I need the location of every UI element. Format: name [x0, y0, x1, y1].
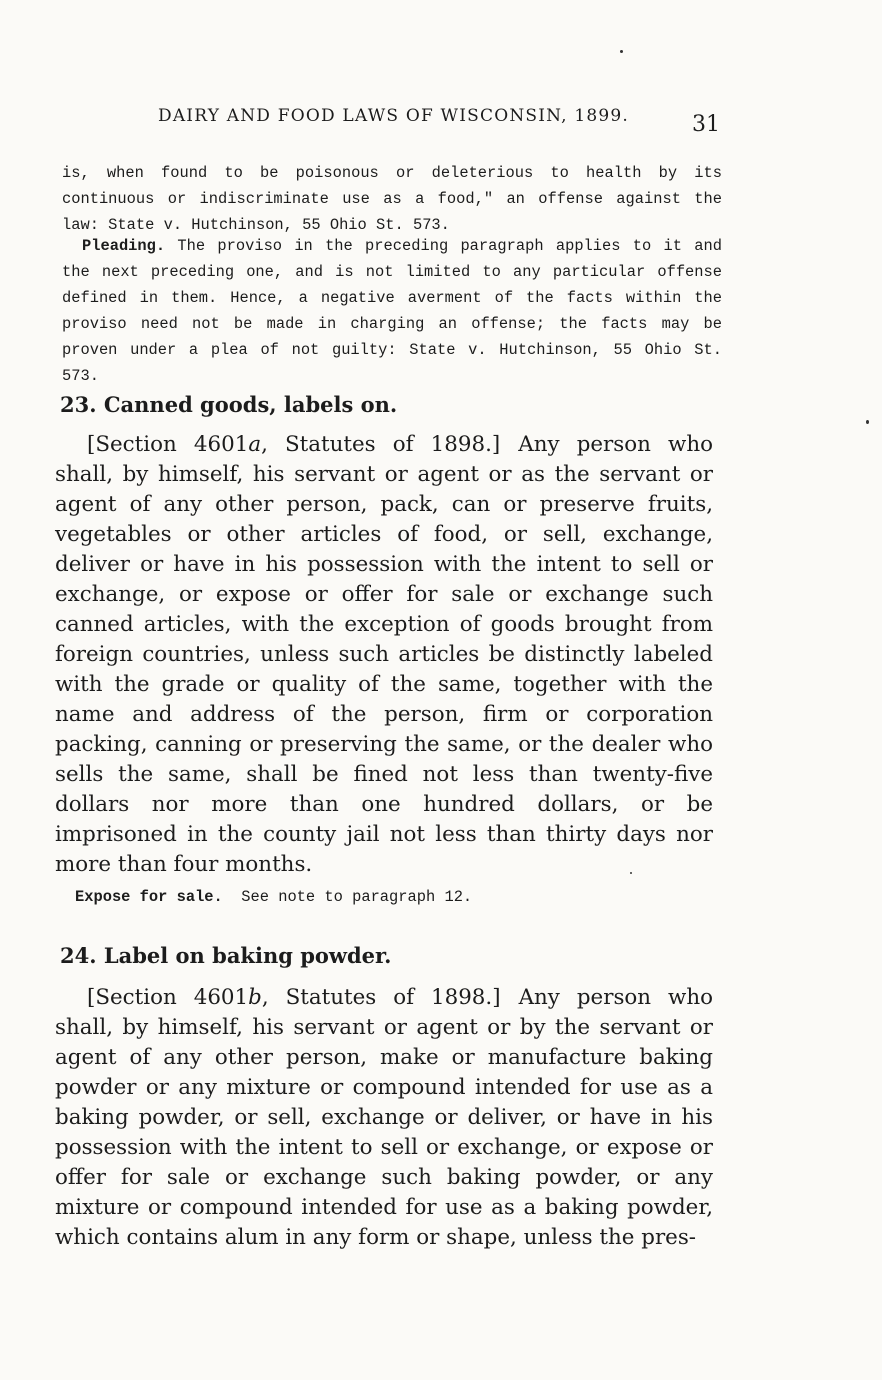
section-24-heading: 24. Label on baking powder.	[60, 943, 392, 968]
ink-speck	[620, 50, 623, 53]
section-24-body: Any person who shall, by himself, his servant or agent or by the servant or agent of any other person, make or manufacture baking powder or any mixture or compound intended for use as a baking powder, or sell, exchange or deliver, or have in his possession with the intent to sell or exchange, or expose or offer for sale or exchange such baking powder, or any mixture or compound intended for use as a baking powder, which contains alum in any form or shape, unless the pres-	[55, 985, 714, 1250]
expose-note-label: Expose for sale.	[75, 888, 223, 906]
expose-for-sale-note	[75, 888, 472, 906]
section-23-heading: 23. Canned goods, labels on.	[60, 392, 398, 417]
running-head	[60, 106, 720, 142]
ink-speck	[630, 872, 632, 874]
section-23-text	[55, 430, 713, 880]
section-23-body: Any person who shall, by himself, his servant or agent or as the servant or agent of any other person, pack, can or preserve fruits, vegetables or other articles of food, or sell, exchange, deliver or have in his possession with the intent to sell or exchange, or expose or offer for sale or exchange such canned articles, with the exception of goods brought from foreign countries, unless such articles be distinctly labeled with the grade or quality of the same, together with the name and address of the person, firm or corporation packing, canning or preserving the same, or the dealer who sells the same, shall be fined not less than twenty-five dollars nor more than one hundred dollars, or be imprisoned in the county jail not less than thirty days nor more than four months.	[55, 432, 714, 877]
section-23-citation: [Section 4601a, Statutes of 1898.]	[87, 432, 501, 457]
section-24-citation: [Section 4601b, Statutes of 1898.]	[87, 985, 501, 1010]
pleading-text: The proviso in the preceding paragraph applies to it and the next preceding one, and is not limited to any particular offense defined in them. Hence, a negative averment of the facts within the proviso need not be made in charging an offense; the facts may be proven under a plea of not guilty: State v. Hutchinson, 55 Ohio St. 573.	[62, 237, 722, 385]
ink-speck	[866, 420, 869, 424]
section-24-text	[55, 983, 713, 1253]
expose-note-text: See note to paragraph 12.	[241, 888, 473, 906]
page-number: 31	[692, 112, 720, 137]
continuation-note: is, when found to be poisonous or deleterious to health by its continuous or indiscriminate use as a food," an offense against the law: State v. Hutchinson, 55 Ohio St. 573.	[62, 164, 722, 234]
pleading-label: Pleading.	[82, 237, 166, 255]
running-title: DAIRY AND FOOD LAWS OF WISCONSIN, 1899.	[158, 106, 630, 126]
pleading-note	[62, 233, 722, 389]
